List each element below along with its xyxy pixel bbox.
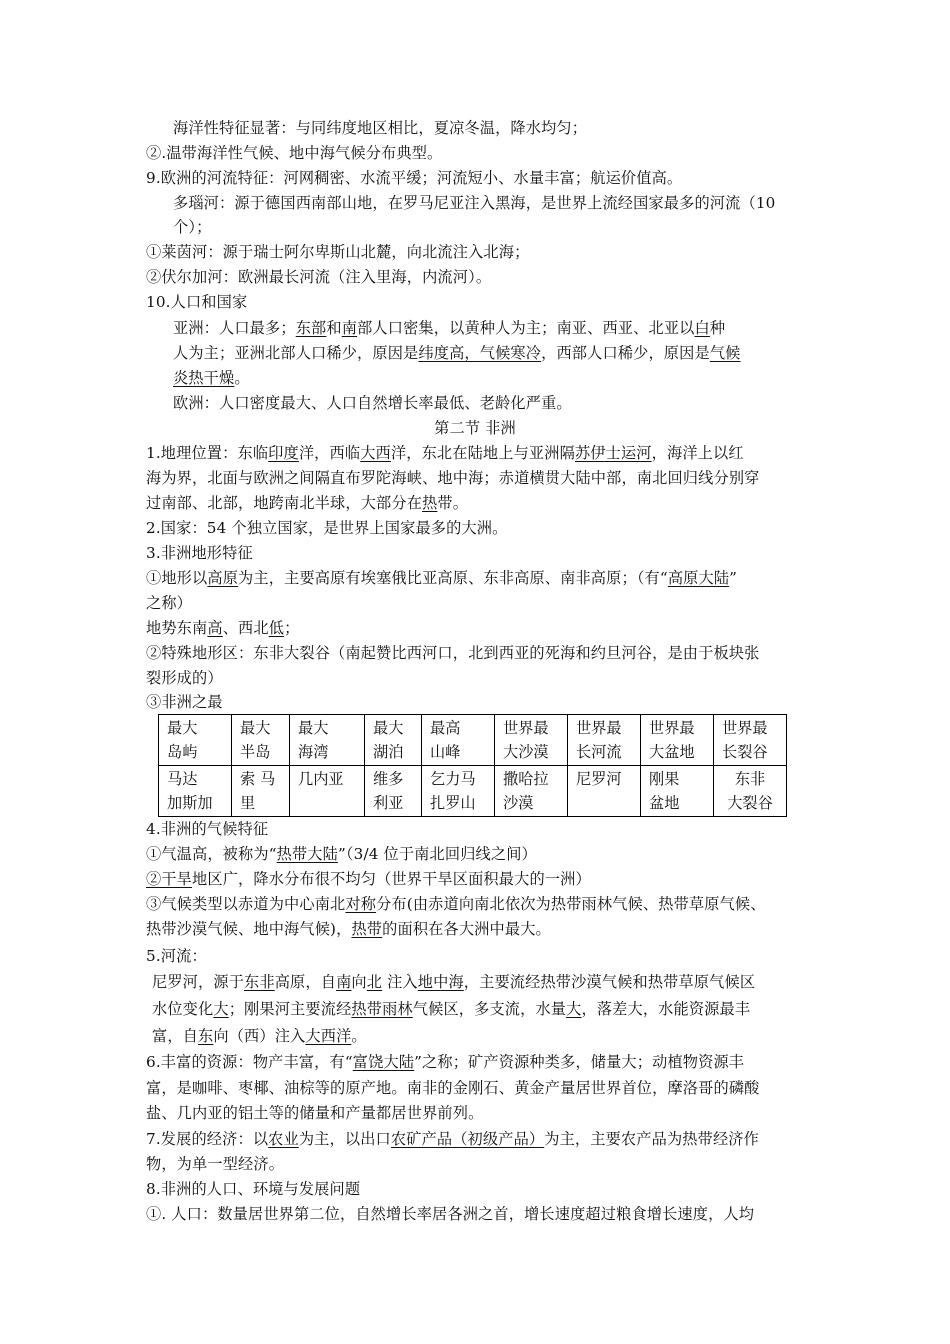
text-segment: 注入 <box>382 973 418 991</box>
table-header-row <box>159 715 787 766</box>
text-line: 海洋性特征显著：与同纬度地区相比，夏凉冬温，降水均匀； <box>173 119 588 137</box>
text-segment: 。 <box>351 1027 367 1045</box>
table-cell: 几内亚 <box>290 766 365 817</box>
section-heading: 4.非洲的气候特征 <box>146 820 269 838</box>
text-line: ②特殊地形区：东非大裂谷（南起赞比西河口，北到西亚的死海和约旦河谷，是由于板块张 <box>146 644 760 662</box>
table-cell: 索 马 里 <box>232 766 290 817</box>
underlined-answer: 北 <box>366 973 383 991</box>
underlined-answer: 农业 <box>268 1130 299 1148</box>
text-segment: 向（西）注入 <box>213 1027 306 1045</box>
text-line: 9.欧洲的河流特征：河网稠密、水流平缓；河流短小、水量丰富；航运价值高。 <box>146 169 683 187</box>
underlined-answer: 炎热干燥 <box>173 369 235 387</box>
text-segment: 为主，主要农产品为热带经济作 <box>544 1130 759 1148</box>
text-line <box>152 970 755 994</box>
text-line <box>173 341 741 365</box>
underlined-answer: 苏伊士运河 <box>574 444 652 462</box>
text-segment: 气候区，多支流，水量 <box>412 1000 567 1018</box>
table-header-cell: 世界最 大盆地 <box>641 715 714 766</box>
text-segment: 为主，主要高原有埃塞俄比亚高原、东非高原、南非高原；（有“ <box>238 569 668 587</box>
text-segment: ”（3/4 位于南北回归线之间） <box>337 845 537 863</box>
table-cell: 马达 加斯加 <box>159 766 232 817</box>
underlined-answer: 东 <box>198 1027 214 1045</box>
underlined-answer: 高 <box>207 619 223 637</box>
underlined-answer: 纬度高，气候寒冷 <box>418 344 542 362</box>
table-cell: 乞力马 扎罗山 <box>422 766 495 817</box>
underlined-answer: 热带大陆 <box>276 845 338 863</box>
text-line <box>146 491 468 515</box>
underlined-answer: 热带 <box>351 920 383 938</box>
underlined-answer: 白 <box>694 319 710 337</box>
text-segment: 地势东南 <box>146 619 208 637</box>
text-line: 欧洲：人口密度最大、人口自然增长率最低、老龄化严重。 <box>173 394 572 412</box>
text-segment: 分布(由赤道向南北依次为热带雨林气候、热带草原气候、 <box>376 895 766 913</box>
underlined-answer: 印度 <box>268 444 299 462</box>
text-segment: 富，自 <box>152 1027 199 1045</box>
underlined-answer: 低 <box>268 619 285 637</box>
text-segment: 地区广，降水分布很不均匀（世界干旱区面积最大的一洲） <box>192 870 591 888</box>
text-segment: 部人口密集，以黄种人为主；南亚、西亚、北亚以 <box>357 319 695 337</box>
underlined-answer: 热 <box>422 494 438 512</box>
underlined-answer: 气候 <box>709 344 741 362</box>
underlined-answer: 农矿产品（初级产品） <box>390 1130 545 1148</box>
text-line: 海为界，北面与欧洲之间隔直布罗陀海峡、地中海；赤道横贯大陆中部，南北回归线分别穿 <box>146 469 760 487</box>
underlined-answer: 高原大陆 <box>667 569 730 587</box>
underlined-answer: 南 <box>336 973 352 991</box>
text-segment: 为主，以出口 <box>298 1130 391 1148</box>
text-segment: ，主要流经热带沙漠气候和热带草原气候区 <box>463 973 756 991</box>
text-line <box>152 997 750 1021</box>
text-segment: 洋，东北在陆地上与亚洲隔 <box>390 444 575 462</box>
table-header-cell: 最大 半岛 <box>232 715 290 766</box>
text-line <box>146 1050 744 1074</box>
text-segment: 带。 <box>437 494 469 512</box>
text-line: ①莱茵河：源于瑞士阿尔卑斯山北麓，向北流注入北海； <box>146 243 530 261</box>
underlined-answer: 大西 <box>360 444 391 462</box>
text-segment: ” <box>729 569 738 587</box>
text-segment: ，西部人口稀少，原因是 <box>541 344 710 362</box>
underlined-answer: 热带雨林 <box>351 1000 413 1018</box>
text-line: 2.国家：54 个独立国家，是世界上国家最多的大洲。 <box>146 519 508 537</box>
table-cell: 尼罗河 <box>568 766 641 817</box>
text-line <box>146 616 299 640</box>
underlined-answer: 高原 <box>207 569 239 587</box>
text-segment: 。 <box>234 369 250 387</box>
text-line <box>146 892 766 916</box>
text-line: ③非洲之最 <box>146 693 223 711</box>
text-segment: 亚洲：人口最多； <box>173 319 296 337</box>
text-line: 裂形成的） <box>146 669 223 687</box>
underlined-answer: 大 <box>566 1000 582 1018</box>
text-line <box>146 1127 759 1151</box>
table-header-cell: 世界最 长裂谷 <box>714 715 787 766</box>
underlined-answer: 地中海 <box>417 973 464 991</box>
underlined-answer: 东非 <box>244 973 275 991</box>
table-cell: 维多 利亚 <box>365 766 422 817</box>
table-header-cell: 最大 岛屿 <box>159 715 232 766</box>
text-line: 个）； <box>173 218 212 236</box>
table-header-cell: 最高 山峰 <box>422 715 495 766</box>
text-line: 之称） <box>146 594 193 612</box>
text-segment: ； <box>284 619 300 637</box>
underlined-answer: 富饶大陆 <box>352 1053 415 1071</box>
text-segment: 热带沙漠气候、地中海气候)， <box>146 920 352 938</box>
text-segment: 7.发展的经济：以 <box>146 1130 269 1148</box>
text-segment: 尼罗河，源于 <box>152 973 245 991</box>
section-heading: 10.人口和国家 <box>146 293 248 311</box>
section-heading: 8.非洲的人口、环境与发展问题 <box>146 1180 361 1198</box>
section-heading: 3.非洲地形特征 <box>146 544 253 562</box>
text-line <box>146 441 744 465</box>
text-segment: 的面积在各大洲中最大。 <box>382 920 551 938</box>
text-line <box>173 316 725 340</box>
table-cell: 东非 大裂谷 <box>714 766 787 817</box>
text-segment: 和 <box>326 319 342 337</box>
underlined-answer: 大西洋 <box>305 1027 352 1045</box>
text-line <box>146 867 591 891</box>
text-line: 盐、几内亚的铝土等的储量和产量都居世界前列。 <box>146 1104 484 1122</box>
table-header-cell: 世界最 大沙漠 <box>495 715 568 766</box>
table-cell: 刚果 盆地 <box>641 766 714 817</box>
text-line: ①. 人口：数量居世界第二位，自然增长率居各洲之首，增长速度超过粮食增长速度，人均 <box>146 1205 755 1223</box>
text-segment: 、西北 <box>222 619 269 637</box>
africa-records-table <box>158 714 787 817</box>
text-line <box>146 566 737 590</box>
table-header-cell: 最大 湖泊 <box>365 715 422 766</box>
text-segment: 人为主；亚洲北部人口稀少，原因是 <box>173 344 419 362</box>
table-row <box>159 766 787 817</box>
text-line <box>146 842 537 866</box>
underlined-answer: 东部 <box>295 319 327 337</box>
text-segment: ；刚果河主要流经 <box>228 1000 352 1018</box>
text-segment: ①气温高，被称为“ <box>146 845 277 863</box>
table-header-cell: 最大 海湾 <box>290 715 365 766</box>
text-line: 富，是咖啡、枣椰、油棕等的原产地。南非的金刚石、黄金产量居世界首位，摩洛哥的磷酸 <box>146 1079 760 1097</box>
text-segment: 1.地理位置：东临 <box>146 444 269 462</box>
section-title: 第二节 非洲 <box>434 419 516 437</box>
text-line <box>173 366 250 390</box>
text-segment: 过南部、北部，地跨南北半球，大部分在 <box>146 494 423 512</box>
text-segment: 向 <box>351 973 367 991</box>
text-segment: ”之称；矿产资源种类多，储量大；动植物资源丰 <box>414 1053 745 1071</box>
text-line <box>152 1024 367 1048</box>
underlined-answer: 对称 <box>345 895 377 913</box>
text-line: 多瑙河：源于德国西南部山地，在罗马尼亚注入黑海，是世界上流经国家最多的河流（10 <box>173 194 776 212</box>
underlined-answer: ②干旱 <box>146 870 193 888</box>
underlined-answer: 大 <box>213 1000 229 1018</box>
text-segment: 6.丰富的资源：物产丰富，有“ <box>146 1053 353 1071</box>
text-segment: 种 <box>709 319 726 337</box>
text-line: ②.温带海洋性气候、地中海气候分布典型。 <box>146 144 443 162</box>
text-segment: 高原，自 <box>274 973 337 991</box>
text-segment: 水位变化 <box>152 1000 214 1018</box>
text-line: 物，为单一型经济。 <box>146 1155 285 1173</box>
text-segment: ，落差大，水能资源最丰 <box>581 1000 751 1018</box>
text-segment: ①地形以 <box>146 569 208 587</box>
text-segment: 洋，西临 <box>298 444 361 462</box>
table-header-cell: 世界最 长河流 <box>568 715 641 766</box>
section-heading: 5.河流： <box>146 947 207 965</box>
table-cell: 撒哈拉 沙漠 <box>495 766 568 817</box>
text-line <box>146 917 551 941</box>
text-line: ②伏尔加河：欧洲最长河流（注入里海，内流河）。 <box>146 268 492 286</box>
text-segment: ，海洋上以红 <box>651 444 744 462</box>
underlined-answer: 南 <box>341 319 358 337</box>
text-segment: ③气候类型以赤道为中心南北 <box>146 895 346 913</box>
